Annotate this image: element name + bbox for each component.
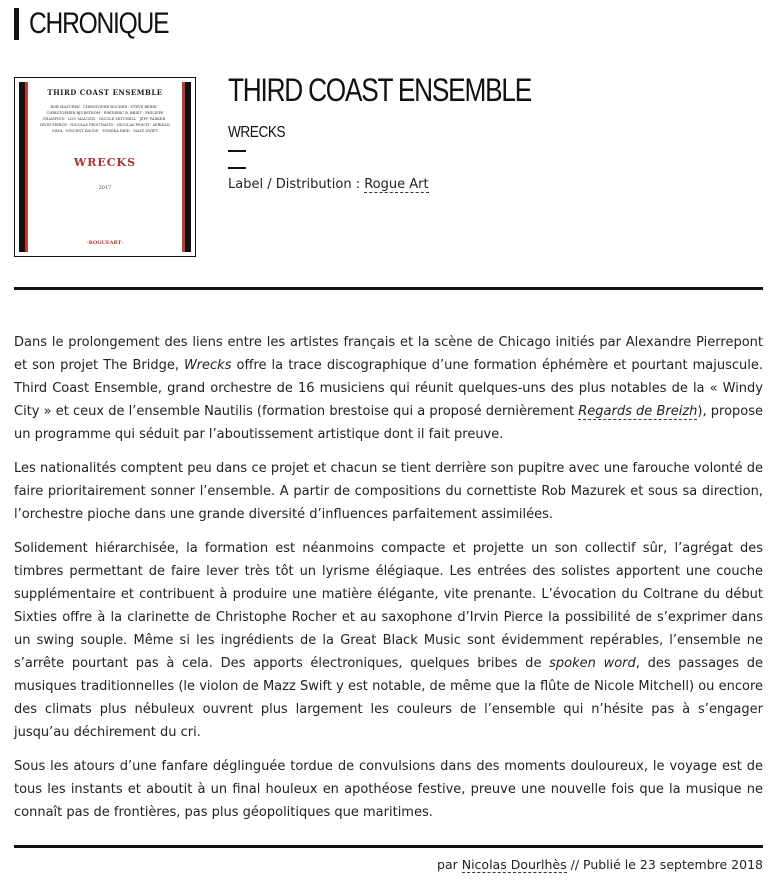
article-body bbox=[14, 331, 763, 835]
divider-dash bbox=[228, 167, 246, 169]
spoken-word-italic: spoken word bbox=[549, 656, 636, 671]
section-bar bbox=[14, 8, 19, 40]
cover-label: ·ROGUEART· bbox=[86, 240, 124, 246]
byline-prefix: par bbox=[437, 857, 462, 872]
cover-album-name: WRECKS bbox=[73, 156, 137, 169]
regards-de-breizh-link[interactable]: Regards de Breizh bbox=[578, 404, 698, 419]
byline bbox=[437, 857, 763, 872]
section-title: CHRONIQUE bbox=[29, 7, 169, 40]
article-paragraph bbox=[14, 331, 763, 446]
text-run: Solidement hiérarchisée, la formation est néanmoins compacte et projette un son collectif sûr, l’agrégat des timbres permettant de faire lever très tôt un lyrisme élégiaque. Les entrées des solistes apportent une couche supplémentaire et contribuent à produire une matière élégante, vite prenante. L’évocation du Coltrane du début Sixties offre à la clarinette de Christophe Rocher et au saxophone d’Irvin Pierce la possibilité de s’exprimer dans un swing souple. Même si les ingrédients de la Great Black Music sont évidemment repérables, l’ensemble ne s’arrête pourtant pas à cela. Des apports électroniques, quelques bribes de bbox=[14, 541, 763, 671]
label-distribution bbox=[228, 177, 429, 192]
text-run: ), propose un programme qui séduit par l’aboutissement artistique dont il fait preuve. bbox=[14, 404, 763, 442]
cover-musicians: ROB MAZUREK · CHRISTOPHE ROCHER · STEVE BERRY · CHRISTOPHER BJURSTRÖM · FRÉDÉRIC B. BRIET · PHILIPPE CHAMPION · LOU MALOZZI · NICOLE MITCHELL · JEFF PARKER · IRVIN PIERCE · NICOLAS PEOUTANTO · NICOLAS PESCH · AFRIKAN SIMA · VINCENT RAUDE · TOMEKA REID · MAZZ SWIFT bbox=[40, 105, 170, 133]
divider-dash bbox=[228, 150, 246, 152]
author-link[interactable]: Nicolas Dourlhès bbox=[461, 857, 567, 872]
article-paragraph: Les nationalités comptent peu dans ce projet et chacun se tient derrière son pupitre avec une farouche volonté de faire prioritairement sonner l’ensemble. A partir de compositions du cornettiste Rob Mazurek et sous sa direction, l’orchestre pioche dans une grande diversité d’influences parfaitement assimilées. bbox=[14, 461, 763, 522]
label-prefix: Label / Distribution : bbox=[228, 177, 365, 192]
album-subtitle: WRECKS bbox=[228, 124, 286, 141]
text-run: , des passages de musiques traditionnelles (le violon de Mazz Swift y est notable, de même que la flûte de Nicole Mitchell) ou encore des climats plus nébuleux ouvrent plus largement les couleurs de l’ensemble qui n’hésite pas à s’engager jusqu’au déchirement du cri. bbox=[14, 656, 763, 740]
label-link[interactable]: Rogue Art bbox=[364, 177, 429, 192]
cover-title: THIRD COAST ENSEMBLE bbox=[47, 88, 163, 97]
publish-date: // Publié le 23 septembre 2018 bbox=[566, 857, 763, 872]
album-name-italic: Wrecks bbox=[184, 358, 232, 373]
text-run: offre la trace discographique d’une formation éphémère et pourtant majuscule. Third Coast Ensemble, grand orchestre de 16 musiciens qui réunit quelques-uns des plus notables de la « Windy City » et ceux de l’ensemble Nautilis (formation brestoise qui a proposé dernièrement bbox=[14, 358, 763, 419]
section-header bbox=[14, 6, 199, 42]
article-paragraph bbox=[14, 537, 763, 744]
bottom-rule bbox=[14, 845, 763, 848]
text-run: Dans le prolongement des liens entre les artistes français et la scène de Chicago initiés par Alexandre Pierrepont et son projet The Bridge, bbox=[14, 335, 763, 373]
cover-year: 2017 bbox=[98, 185, 112, 191]
article-paragraph: Sous les atours d’une fanfare déglinguée tordue de convulsions dans des moments douloureux, le voyage est de tous les instants et aboutit à un final houleux en apothéose festive, preuve une nouvelle fois que la musique ne connaît pas de frontières, pas plus géopolitiques que maritimes. bbox=[14, 759, 763, 820]
album-title: THIRD COAST ENSEMBLE bbox=[228, 72, 531, 108]
top-rule bbox=[14, 287, 763, 290]
album-cover[interactable] bbox=[14, 77, 196, 257]
